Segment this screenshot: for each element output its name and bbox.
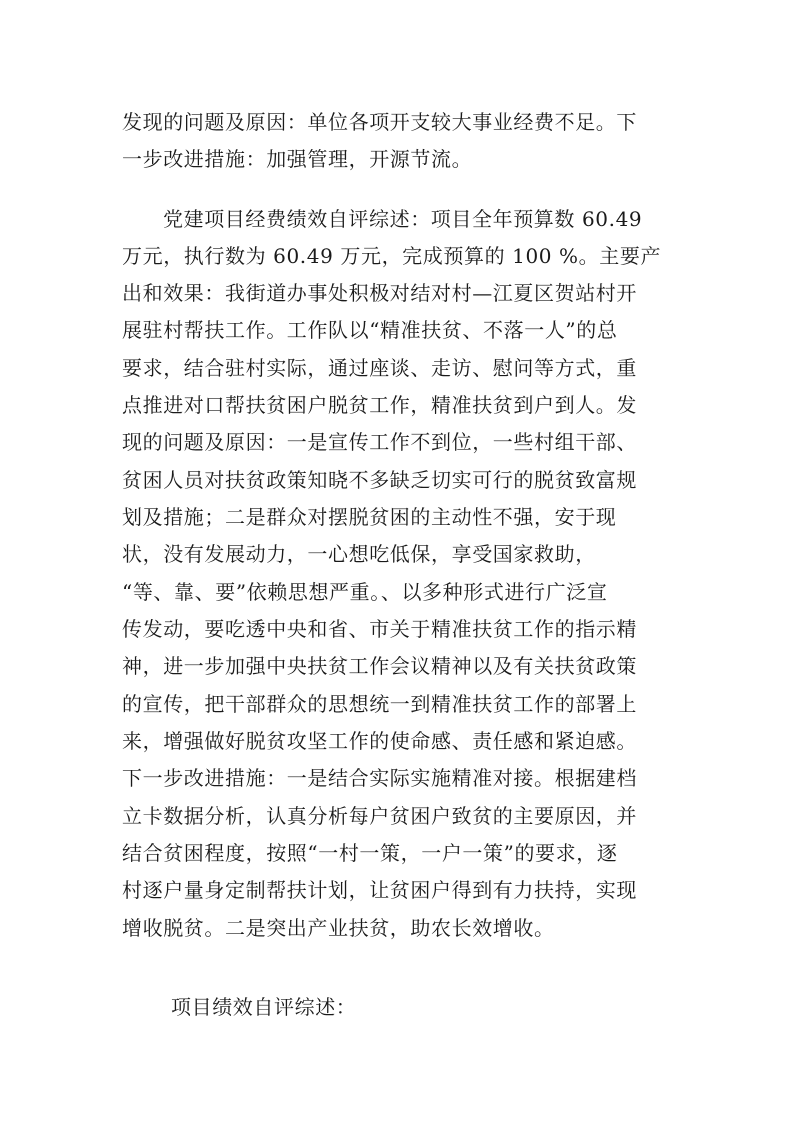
text-line: 神，进一步加强中央扶贫工作会议精神以及有关扶贫政策 [122, 654, 637, 678]
text-line: 要求，结合驻村实际，通过座谈、走访、慰问等方式，重 [122, 356, 637, 380]
text-line: 增收脱贫。二是突出产业扶贫，助农长效增收。 [122, 916, 555, 940]
text-line: 项目绩效自评综述： [171, 995, 357, 1019]
text-line: 立卡数据分析，认真分析每户贫困户致贫的主要原因，并 [122, 804, 637, 828]
text-line: 党建项目经费绩效自评综述：项目全年预算数 60.49 [163, 207, 643, 231]
text-line: 结合贫困程度，按照“一村一策，一户一策”的要求，逐 [122, 841, 618, 865]
text-line: 发现的问题及原因：单位各项开支较大事业经费不足。下 [122, 110, 637, 134]
text-line: 村逐户量身定制帮扶计划，让贫困户得到有力扶持，实现 [122, 878, 637, 902]
text-line: 点推进对口帮扶贫困户脱贫工作，精准扶贫到户到人。发 [122, 393, 637, 417]
text-line: 来，增强做好脱贫攻坚工作的使命感、责任感和紧迫感。 [122, 729, 637, 753]
text-line: 的宣传，把干部群众的思想统一到精准扶贫工作的部署上 [122, 692, 637, 716]
text-line: 展驻村帮扶工作。工作队以“精准扶贫、不落一人”的总 [122, 318, 618, 342]
text-line: 万元，执行数为 60.49 万元，完成预算的 100 %。主要产 [122, 244, 662, 268]
text-line: 一步改进措施：加强管理，开源节流。 [122, 147, 473, 171]
text-line: 现的问题及原因：一是宣传工作不到位，一些村组干部、 [122, 430, 637, 454]
text-line: “等、靠、要”依赖思想严重。、以多种形式进行广泛宣 [122, 580, 608, 604]
text-line: 贫困人员对扶贫政策知晓不多缺乏切实可行的脱贫致富规 [122, 468, 637, 492]
text-line: 划及措施；二是群众对摆脱贫困的主动性不强，安于现 [122, 505, 617, 529]
text-line: 出和效果：我街道办事处积极对结对村—江夏区贺站村开 [122, 281, 637, 305]
text-line: 下一步改进措施：一是结合实际实施精准对接。根据建档 [122, 766, 637, 790]
text-line: 传发动，要吃透中央和省、市关于精准扶贫工作的指示精 [122, 617, 637, 641]
text-line: 状，没有发展动力，一心想吃低保，享受国家救助， [122, 542, 596, 566]
